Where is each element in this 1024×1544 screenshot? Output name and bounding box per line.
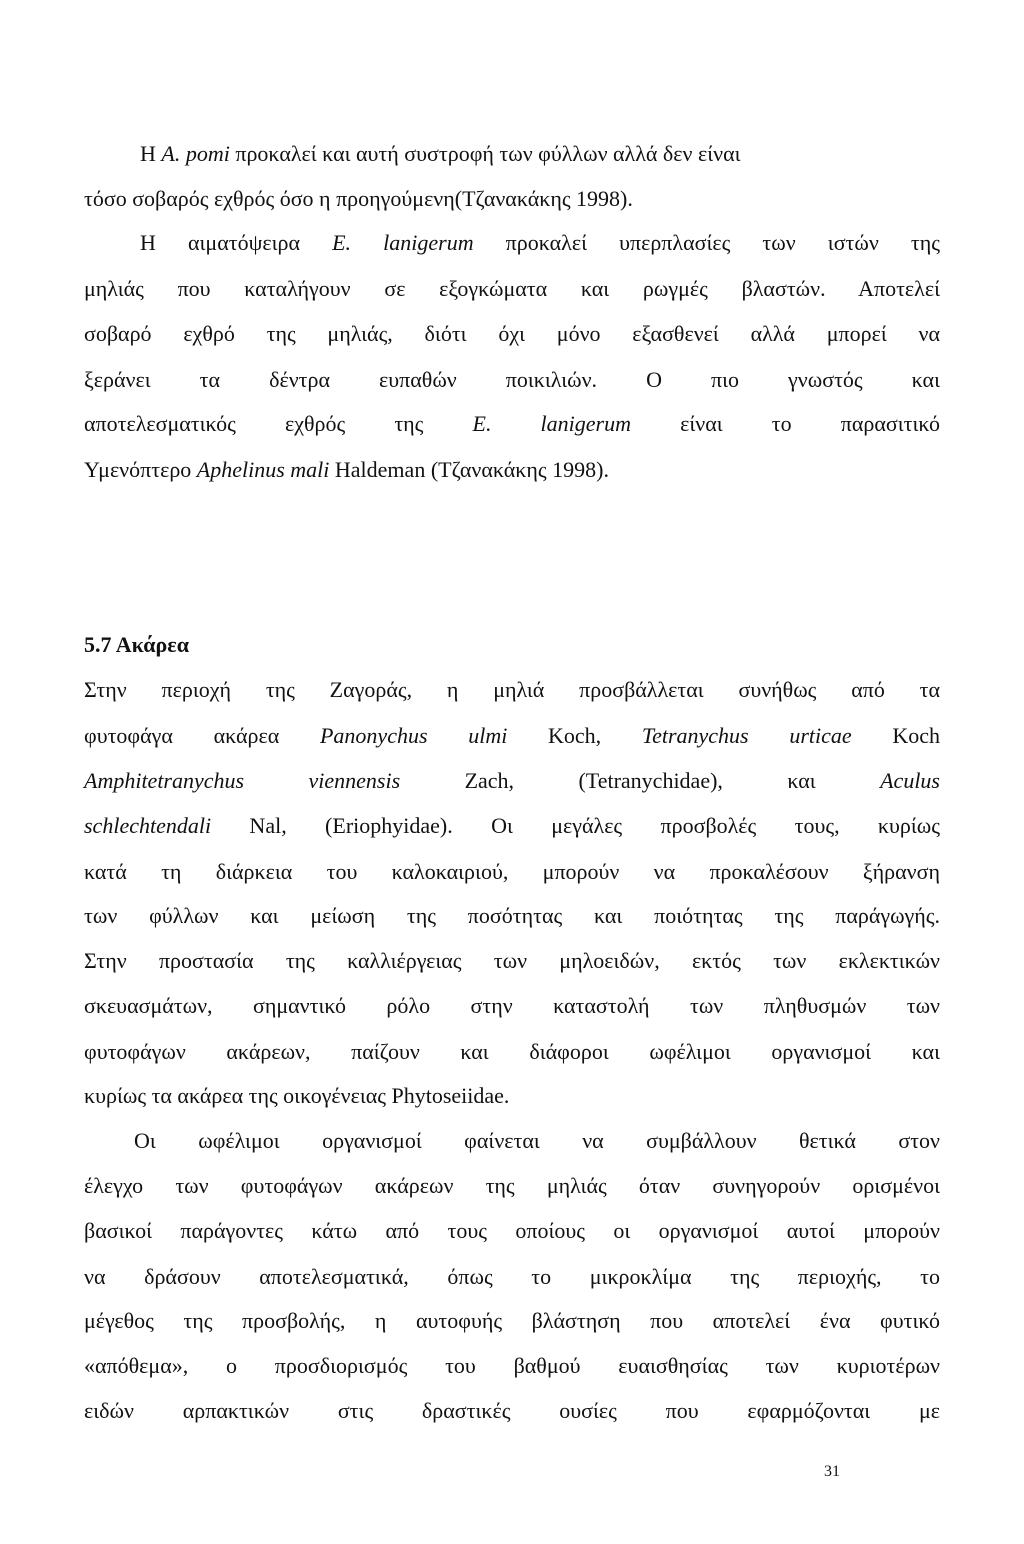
text-run: Στην περιοχή της Ζαγοράς, η μηλιά προσβάλλεται συνήθως από τα [84,677,940,702]
text-line [84,812,940,840]
italic-term: Amphitetranychus viennensis [84,768,401,793]
text-run: Koch [851,723,940,748]
text-line [140,140,940,168]
text-line [84,1307,940,1335]
italic-term: schlechtendali [84,813,212,838]
text-run: Η αιματόψειρα [140,230,333,255]
italic-term: A. pomi [161,141,230,166]
text-run: τόσο σοβαρός εχθρός όσο η προηγούμενη(Τζανακάκης 1998). [84,186,633,211]
text-run: προκαλεί και αυτή συστροφή των φύλλων αλλά δεν είναι [229,141,741,166]
text-run: Στην προστασία της καλλιέργειας των μηλοειδών, εκτός των εκλεκτικών [84,948,940,973]
text-line [84,275,940,303]
text-run: Zach, (Tetranychidae), και [400,768,881,793]
text-line [84,902,940,930]
italic-term: Aculus [880,768,940,793]
text-line [84,410,940,438]
text-run: φυτοφάγα ακάρεα [84,723,320,748]
text-run: σοβαρό εχθρό της μηλιάς, διότι όχι μόνο εξασθενεί αλλά μπορεί να [84,321,940,346]
text-line [84,320,940,348]
text-run: βασικοί παράγοντες κάτω από τους οποίους οι οργανισμοί αυτοί μπορούν [84,1218,940,1243]
text-line [84,722,940,750]
text-line [84,1263,940,1291]
text-line [84,1082,940,1110]
text-run: να δράσουν αποτελεσματικά, όπως το μικροκλίμα της περιοχής, το [84,1264,940,1289]
text-run: μέγεθος της προσβολής, η αυτοφυής βλάστηση που αποτελεί ένα φυτικό [84,1308,940,1333]
italic-term: Panonychus ulmi [319,723,508,748]
text-line [140,229,940,257]
text-run: ξεράνει τα δέντρα ευπαθών ποικιλιών. Ο πιο γνωστός και [84,367,940,392]
text-run: κατά τη διάρκεια του καλοκαιριού, μπορούν να προκαλέσουν ξήρανση [84,859,940,884]
italic-term: Tetranychus urticae [641,723,852,748]
text-run: Koch, [507,723,642,748]
text-line [84,1397,940,1425]
text-line [84,1172,940,1200]
italic-term: E. lanigerum [472,411,631,436]
text-run: Η [140,141,162,166]
text-line [134,1127,940,1155]
text-line [84,858,940,886]
text-run: σκευασμάτων, σημαντικό ρόλο στην καταστολή των πληθυσμών των [84,993,940,1018]
text-run: των φύλλων και μείωση της ποσότητας και ποιότητας της παράγωγής. [84,903,940,928]
text-line [84,1038,940,1066]
text-run: αποτελεσματικός εχθρός της [84,411,473,436]
text-run: είναι το παρασιτικό [631,411,940,436]
text-run: Nal, (Eriophyidae). Οι μεγάλες προσβολές τους, κυρίως [211,813,940,838]
text-line [84,456,940,484]
text-run: φυτοφάγων ακάρεων, παίζουν και διάφοροι ωφέλιμοι οργανισμοί και [84,1039,940,1064]
text-run: Υμενόπτερο [84,457,197,482]
section-heading [84,631,940,659]
italic-term: E. lanigerum [332,230,474,255]
text-line [84,1217,940,1245]
text-run: Haldeman (Τζανακάκης 1998). [329,457,609,482]
text-line [84,767,940,795]
text-line [84,992,940,1020]
text-run: 5.7 Ακάρεα [84,632,189,657]
text-line [84,366,940,394]
text-run: Οι ωφέλιμοι οργανισμοί φαίνεται να συμβάλλουν θετικά στον [134,1128,940,1153]
text-run: έλεγχο των φυτοφάγων ακάρεων της μηλιάς όταν συνηγορούν ορισμένοι [84,1173,940,1198]
text-line [84,1352,940,1380]
text-line [84,947,940,975]
text-run: μηλιάς που καταλήγουν σε εξογκώματα και ρωγμές βλαστών. Αποτελεί [84,276,940,301]
text-run: «απόθεμα», ο προσδιορισμός του βαθμού ευαισθησίας των κυριοτέρων [84,1353,940,1378]
text-run: ειδών αρπακτικών στις δραστικές ουσίες που εφαρμόζονται με [84,1398,940,1423]
text-run: κυρίως τα ακάρεα της οικογένειας Phytoseiidae. [84,1083,510,1108]
text-line [84,676,940,704]
text-line [84,185,940,213]
page-number: 31 [824,1463,840,1480]
italic-term: Aphelinus mali [196,457,330,482]
text-run: προκαλεί υπερπλασίες των ιστών της [473,230,940,255]
